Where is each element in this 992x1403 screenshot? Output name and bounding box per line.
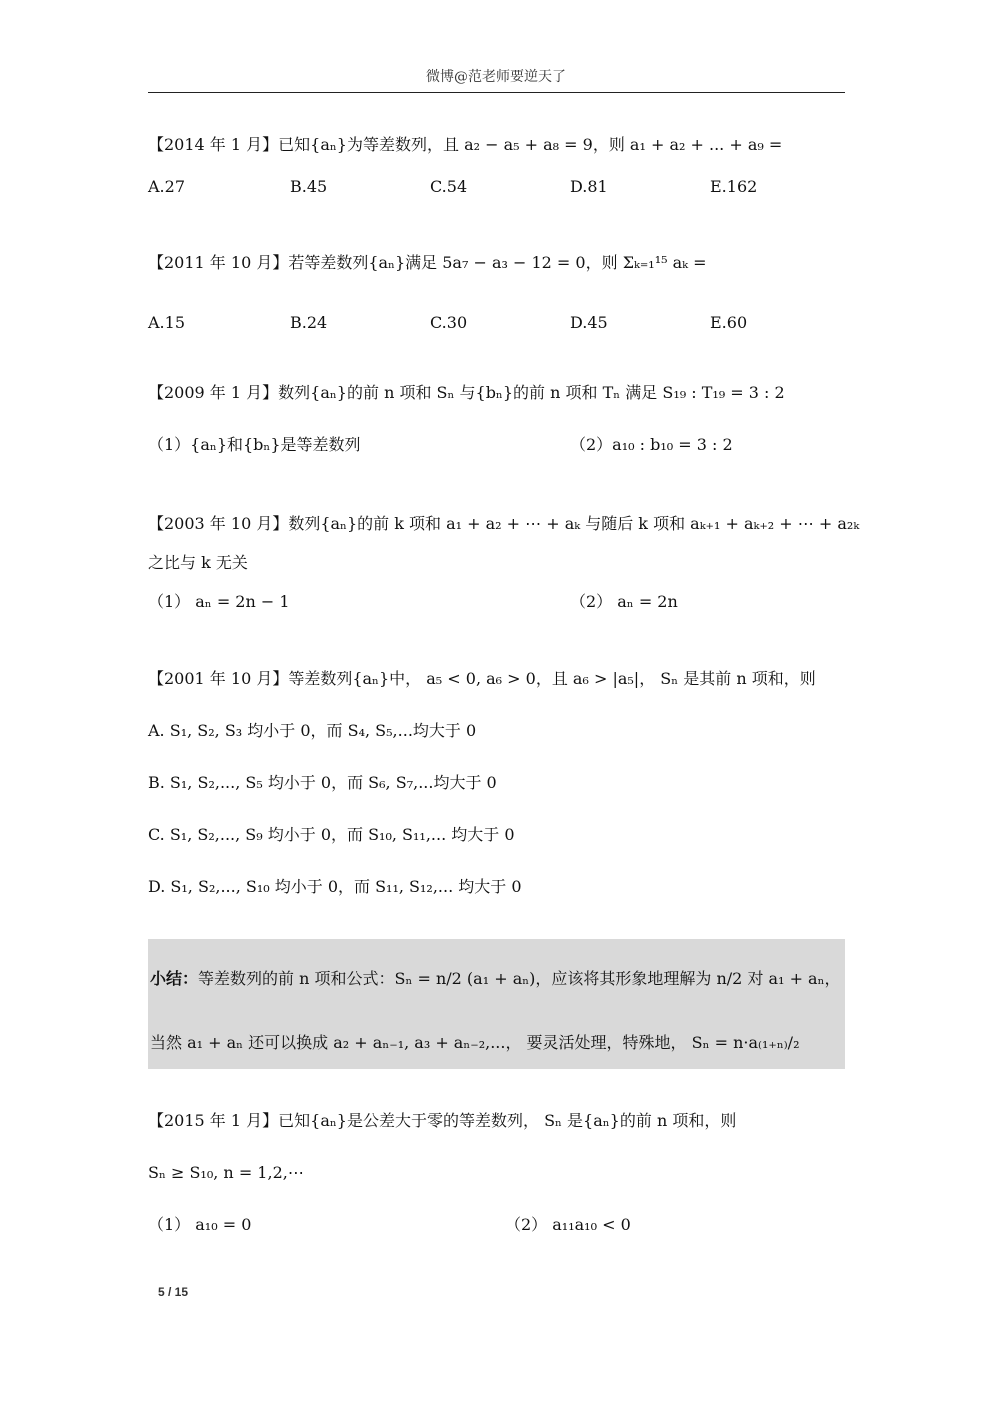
- condition-1: （1）{aₙ}和{bₙ}是等差数列: [148, 435, 361, 454]
- page-header: 微博@范老师要逆天了: [426, 69, 566, 85]
- option-a: A.27: [148, 177, 185, 196]
- option-c: C.30: [430, 313, 468, 332]
- option-d: D.45: [570, 313, 608, 332]
- question-2003-stem-cont: 之比与 k 无关: [148, 553, 248, 572]
- condition-1: （1） a₁₀ = 0: [148, 1215, 252, 1234]
- option-b: B.24: [290, 313, 328, 332]
- summary-text-2: 当然 a₁ + aₙ 还可以换成 a₂ + aₙ₋₁, a₃ + aₙ₋₂,...， 要灵活处理，特殊地， Sₙ = n·a₍₁₊ₙ₎/₂: [150, 1033, 800, 1052]
- question-2015-stem: 【2015 年 1 月】已知{aₙ}是公差大于零的等差数列， Sₙ 是{aₙ}的前 n 项和，则: [148, 1111, 737, 1130]
- option-a: A. S₁, S₂, S₃ 均小于 0，而 S₄, S₅,...均大于 0: [148, 721, 477, 740]
- option-c: C. S₁, S₂,..., S₉ 均小于 0，而 S₁₀, S₁₁,... 均大于 0: [148, 825, 515, 844]
- question-2014-stem: 【2014 年 1 月】已知{aₙ}为等差数列，且 a₂ − a₅ + a₈ = 9，则 a₁ + a₂ + ... + a₉ =: [148, 135, 783, 154]
- summary-line-1: [150, 968, 841, 990]
- option-d: D. S₁, S₂,..., S₁₀ 均小于 0，而 S₁₁, S₁₂,... 均大于 0: [148, 877, 522, 896]
- condition-2: （2）a₁₀ : b₁₀ = 3 : 2: [570, 435, 733, 454]
- condition-2: （2） aₙ = 2n: [570, 592, 678, 611]
- question-2001-stem: 【2001 年 10 月】等差数列{aₙ}中， a₅ < 0, a₆ > 0，且 a₆ > |a₅|， Sₙ 是其前 n 项和，则: [148, 669, 816, 688]
- summary-label: 小结：: [150, 969, 199, 988]
- summary-text-1: 等差数列的前 n 项和公式：Sₙ = n/2 (a₁ + aₙ)，应该将其形象地理解为 n/2 对 a₁ + aₙ，: [198, 969, 841, 988]
- question-2009-stem: 【2009 年 1 月】数列{aₙ}的前 n 项和 Sₙ 与{bₙ}的前 n 项和 Tₙ 满足 S₁₉ : T₁₉ = 3 : 2: [148, 383, 785, 402]
- option-e: E.162: [710, 177, 758, 196]
- question-2015-stem-cont: Sₙ ≥ S₁₀, n = 1,2,⋯: [148, 1163, 304, 1182]
- option-e: E.60: [710, 313, 748, 332]
- option-c: C.54: [430, 177, 468, 196]
- option-b: B.45: [290, 177, 328, 196]
- condition-1: （1） aₙ = 2n − 1: [148, 592, 290, 611]
- question-2003-stem: 【2003 年 10 月】数列{aₙ}的前 k 项和 a₁ + a₂ + ⋯ + aₖ 与随后 k 项和 aₖ₊₁ + aₖ₊₂ + ⋯ + a₂ₖ: [148, 514, 860, 533]
- option-a: A.15: [148, 313, 185, 332]
- question-2011-stem: 【2011 年 10 月】若等差数列{aₙ}满足 5a₇ − a₃ − 12 = 0，则 Σₖ₌₁¹⁵ aₖ =: [148, 253, 707, 272]
- option-b: B. S₁, S₂,..., S₅ 均小于 0，而 S₆, S₇,...均大于 0: [148, 773, 497, 792]
- condition-2: （2） a₁₁a₁₀ < 0: [505, 1215, 631, 1234]
- option-d: D.81: [570, 177, 608, 196]
- header-rule: [148, 92, 845, 93]
- page-number: 5 / 15: [158, 1285, 189, 1299]
